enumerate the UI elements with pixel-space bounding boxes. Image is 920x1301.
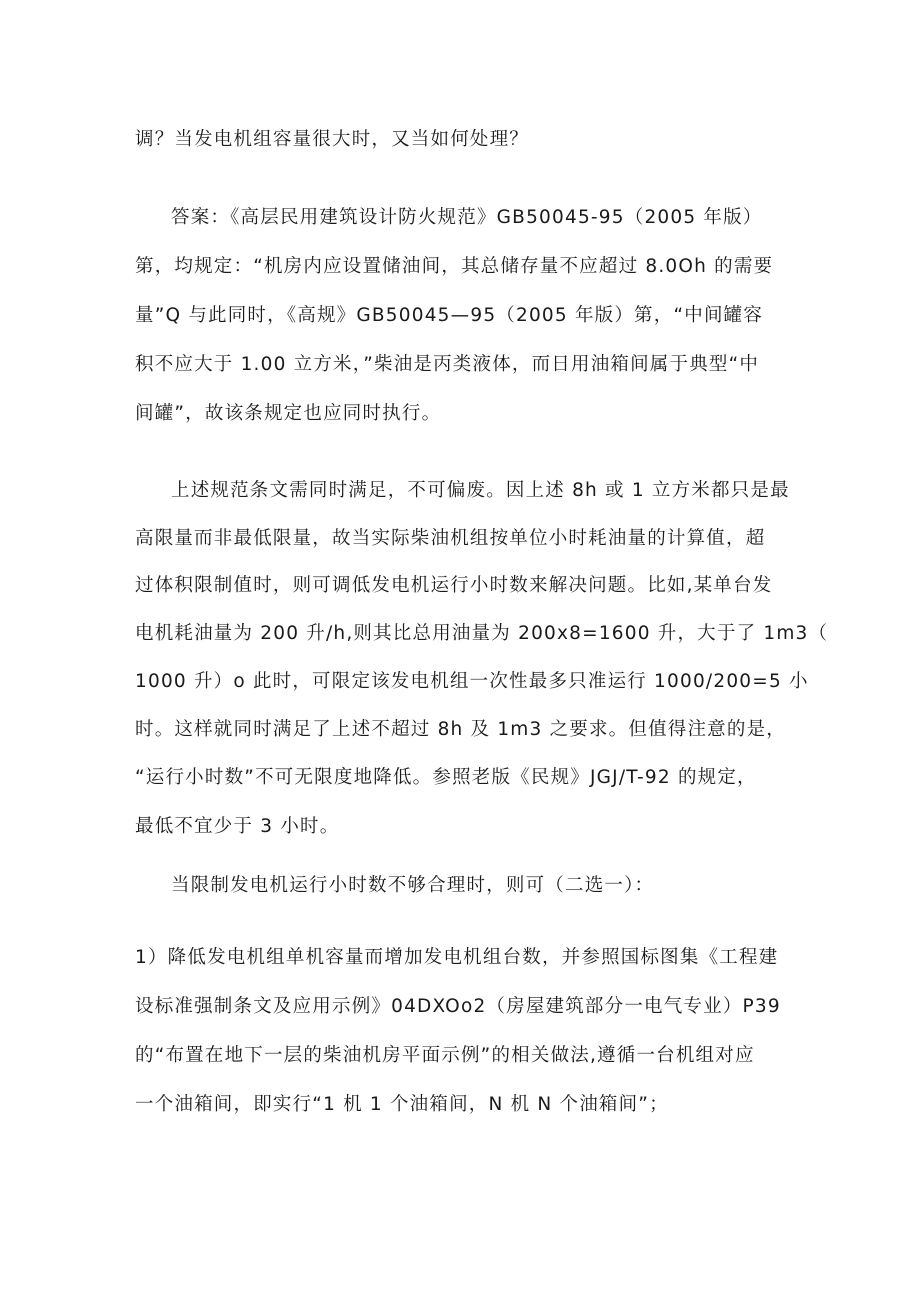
text-line: 当限制发电机运行小时数不够合理时，则可（二选一）： xyxy=(171,875,655,896)
text-line: “运行小时数”不可无限度地降低。参照老版《民规》JGJ/T-92 的规定， xyxy=(135,767,757,788)
text-line: 最低不宜少于 3 小时。 xyxy=(135,816,340,837)
text-line: 量”Q 与此同时，《高规》GB50045—95（2005 年版）第，“中间罐容 xyxy=(135,305,764,326)
text-line: 时。这样就同时满足了上述不超过 8h 及 1m3 之要求。但值得注意的是， xyxy=(135,719,786,740)
text-line: 间罐”，故该条规定也应同时执行。 xyxy=(135,403,442,424)
text-line: 1）降低发电机组单机容量而增加发电机组台数，并参照国标图集《工程建 xyxy=(135,947,779,968)
text-line: 高限量而非最低限量，故当实际柴油机组按单位小时耗油量的计算值，超 xyxy=(135,528,766,549)
text-line: 第，均规定：“机房内应设置储油间，其总储存量不应超过 8.0Oh 的需要 xyxy=(135,256,774,277)
text-line: 上述规范条文需同时满足，不可偏废。因上述 8h 或 1 立方米都只是最 xyxy=(171,480,790,501)
text-line: 过体积限制值时，则可调低发电机运行小时数来解决问题。比如,某单台发 xyxy=(135,575,773,596)
text-line: 的“布置在地下一层的柴油机房平面示例”的相关做法,遵循一台机组对应 xyxy=(135,1045,755,1066)
text-line: 答案：《高层民用建筑设计防火规范》GB50045-95（2005 年版） xyxy=(171,207,763,228)
text-line: 电机耗油量为 200 升/h,则其比总用油量为 200x8=1600 升，大于了 1m3（ xyxy=(135,623,829,644)
text-line: 1000 升）o 此时，可限定该发电机组一次性最多只准运行 1000/200=5 小 xyxy=(135,671,809,692)
text-line: 调？当发电机组容量很大时，又当如何处理？ xyxy=(135,129,530,150)
text-line: 积不应大于 1.00 立方米，”柴油是丙类液体，而日用油箱间属于典型“中 xyxy=(135,354,760,375)
text-line: 一个油箱间，即实行“1 机 1 个油箱间，N 机 N 个油箱间”； xyxy=(135,1094,669,1115)
text-line: 设标准强制条文及应用示例》04DXOo2（房屋建筑部分一电气专业）P39 xyxy=(135,996,781,1017)
